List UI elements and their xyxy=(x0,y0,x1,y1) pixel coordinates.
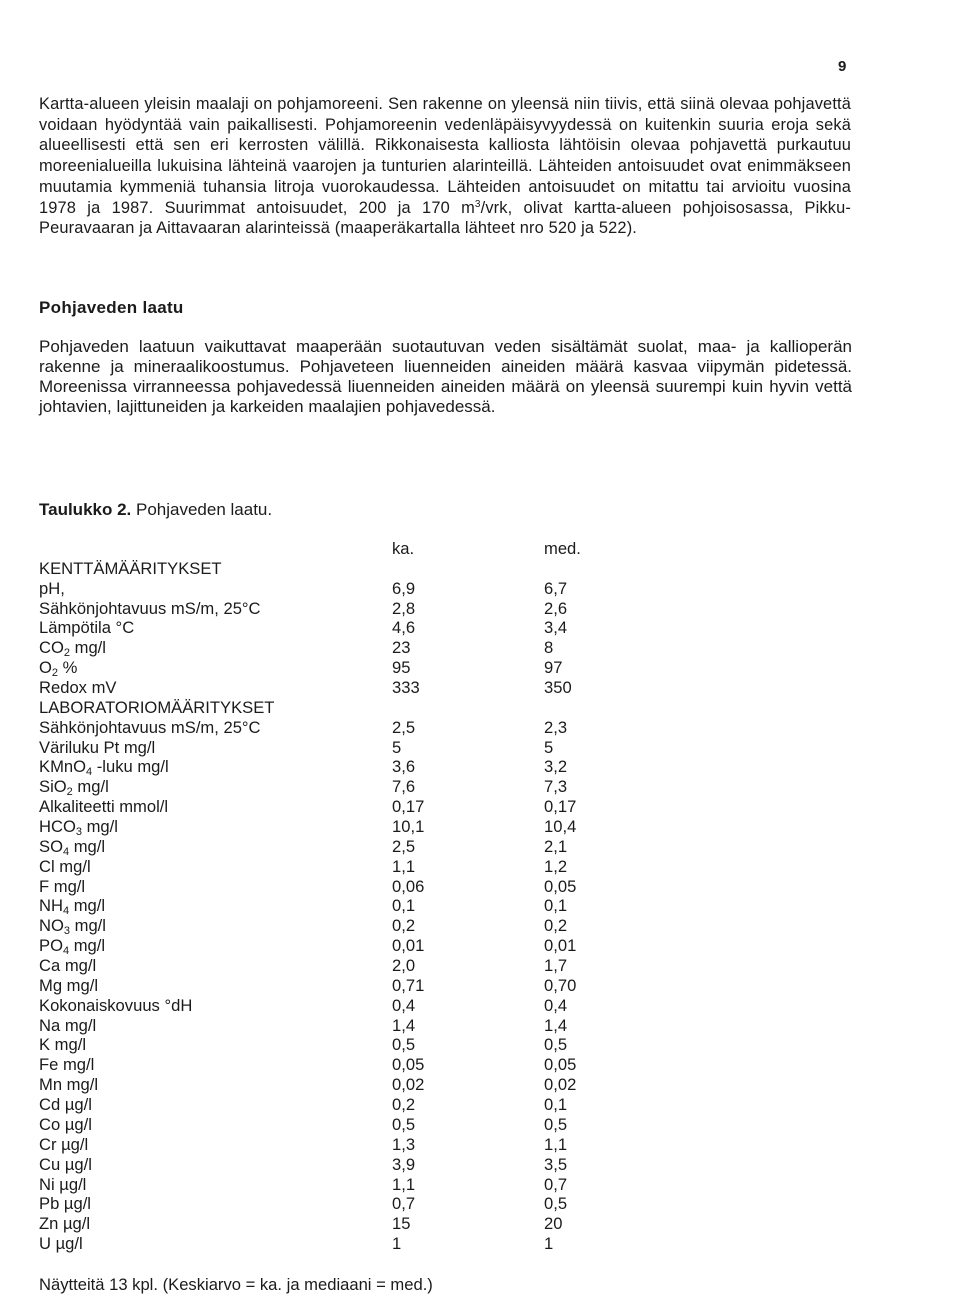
row-label: $PO_4$ mg/l xyxy=(39,936,106,958)
row-label: Fe mg/l xyxy=(39,1055,95,1075)
column-header-median: med. xyxy=(544,539,581,558)
intro-paragraph xyxy=(39,94,851,239)
median-value: 0,2 xyxy=(544,916,568,936)
median-value: 3,5 xyxy=(544,1154,568,1174)
mean-value: 1,3 xyxy=(392,1134,416,1154)
row-label: F mg/l xyxy=(39,876,86,896)
median-value: 5 xyxy=(544,737,554,757)
row-label: $SO_4$ mg/l xyxy=(39,836,106,858)
mean-value: 2,5 xyxy=(392,836,416,856)
median-value: 2,1 xyxy=(544,836,568,856)
mean-value: 3,9 xyxy=(392,1154,416,1174)
row-label: Pb µg/l xyxy=(39,1194,91,1214)
row-label: Mg mg/l xyxy=(39,975,99,995)
median-value: 97 xyxy=(544,658,563,678)
median-value: 1,1 xyxy=(544,1134,568,1154)
median-value: 0,01 xyxy=(544,936,577,956)
table-footnote: Näytteitä 13 kpl. (Keskiarvo = ka. ja mediaani = med.) xyxy=(39,1275,433,1294)
mean-value: 0,5 xyxy=(392,1035,416,1055)
median-value: 8 xyxy=(544,638,554,658)
mean-value: 1,1 xyxy=(392,856,416,876)
table-caption-title: Pohjaveden laatu. xyxy=(131,500,273,519)
row-label: Ca mg/l xyxy=(39,956,97,976)
section-heading: Pohjaveden laatu xyxy=(39,298,184,317)
row-label: Cd µg/l xyxy=(39,1095,92,1115)
median-value: 0,05 xyxy=(544,1055,577,1075)
row-label: Lämpötila °C xyxy=(39,618,135,638)
row-label: Co µg/l xyxy=(39,1114,92,1134)
mean-value: 0,5 xyxy=(392,1114,416,1134)
mean-value: 0,05 xyxy=(392,1055,425,1075)
intro-text-part2: /vrk, olivat kartta-alueen pohjoisosassa, Pikku-Peuravaaran ja Aittavaaran alarinteissä (maaperäkartalla lähteet nro 520 ja 522). xyxy=(39,198,851,238)
page-number: 9 xyxy=(838,58,847,75)
mean-value: 333 xyxy=(392,678,420,698)
table-caption-number: Taulukko 2. xyxy=(39,500,132,519)
mean-value: 1 xyxy=(392,1234,402,1254)
median-value: 0,17 xyxy=(544,797,577,817)
row-label: $HCO_3$ mg/l xyxy=(39,817,118,839)
row-label: Ni µg/l xyxy=(39,1174,87,1194)
row-label: Cl mg/l xyxy=(39,856,91,876)
mean-value: 7,6 xyxy=(392,777,416,797)
row-label: Sähkönjohtavuus mS/m, 25°C xyxy=(39,598,261,618)
row-label: Mn mg/l xyxy=(39,1075,99,1095)
row-label: Väriluku Pt mg/l xyxy=(39,737,156,757)
median-value: 0,1 xyxy=(544,1095,568,1115)
row-label: $NO_3$ mg/l xyxy=(39,916,106,938)
row-label: LABORATORIOMÄÄRITYKSET xyxy=(39,697,275,717)
row-label: Cu µg/l xyxy=(39,1154,92,1174)
median-value: 6,7 xyxy=(544,578,568,598)
median-value: 0,1 xyxy=(544,896,568,916)
median-value: 1,2 xyxy=(544,856,568,876)
column-header-mean: ka. xyxy=(392,539,415,558)
mean-value: 2,0 xyxy=(392,956,416,976)
mean-value: 2,5 xyxy=(392,717,416,737)
median-value: 10,4 xyxy=(544,817,577,837)
median-value: 3,2 xyxy=(544,757,568,777)
mean-value: 0,2 xyxy=(392,1095,416,1115)
cubic-superscript: 3 xyxy=(474,198,481,210)
mean-value: 0,01 xyxy=(392,936,425,956)
mean-value: 15 xyxy=(392,1214,411,1234)
mean-value: 3,6 xyxy=(392,757,416,777)
median-value: 2,3 xyxy=(544,717,568,737)
mean-value: 1,4 xyxy=(392,1015,416,1035)
row-label: Na mg/l xyxy=(39,1015,97,1035)
row-label: Zn µg/l xyxy=(39,1214,91,1234)
mean-value: 6,9 xyxy=(392,578,416,598)
row-label: pH, xyxy=(39,578,65,598)
mean-value: 23 xyxy=(392,638,411,658)
median-value: 2,6 xyxy=(544,598,568,618)
table-caption xyxy=(39,500,272,520)
mean-value: 2,8 xyxy=(392,598,416,618)
mean-value: 1,1 xyxy=(392,1174,416,1194)
mean-value: 0,17 xyxy=(392,797,425,817)
row-label: $O_2$ % xyxy=(39,658,78,680)
mean-value: 0,71 xyxy=(392,975,425,995)
median-value: 7,3 xyxy=(544,777,568,797)
mean-value: 0,7 xyxy=(392,1194,416,1214)
median-value: 1,4 xyxy=(544,1015,568,1035)
mean-value: 0,4 xyxy=(392,995,416,1015)
row-label: $CO_2$ mg/l xyxy=(39,638,106,660)
intro-text-part1: Kartta-alueen yleisin maalaji on pohjamoreeni. Sen rakenne on yleensä niin tiivis, että siinä olevaa pohjavettä voidaan hyödyntää vain paikallisesti. Pohjamoreenin vedenläpäisyvyydessä on kuitenkin suuria eroja sekä alueellisesti että sen eri kerrosten välillä. Rikkonaisesta kalliosta lähtöisin olevaa pohjavettä purkautuu moreenialueilla lukuisina lähteinä vaarojen ja tunturien alarinteillä. Lähteiden antoisuudet ovat enimmäkseen muutamia kymmeniä tuhansia litroja vuorokaudessa. Lähteiden antoisuudet on mitattu tai arvioitu vuosina 1978 ja 1987. Suurimmat antoisuudet, 200 ja 170 m xyxy=(39,95,851,217)
row-label: Cr µg/l xyxy=(39,1134,89,1154)
row-label: U µg/l xyxy=(39,1234,83,1254)
row-label: Kokonaiskovuus °dH xyxy=(39,995,193,1015)
row-label: Sähkönjohtavuus mS/m, 25°C xyxy=(39,717,261,737)
mean-value: 95 xyxy=(392,658,411,678)
row-label: KENTTÄMÄÄRITYKSET xyxy=(39,558,222,578)
row-label: KMnO$_4$ -luku mg/l xyxy=(39,757,169,779)
row-label: SiO$_2$ mg/l xyxy=(39,777,109,799)
median-value: 0,5 xyxy=(544,1035,568,1055)
section-paragraph: Pohjaveden laatuun vaikuttavat maaperään suotautuvan veden sisältämät suolat, maa- ja kallioperän rakenne ja mineraalikoostumus. Pohjaveteen liuenneiden aineiden määrä kasvaa viipymän pidetessä. Moreenissa virranneessa pohjavedessä liuenneiden aineiden määrä on yleensä suurempi kuin hyvin vettä johtavien, lajittuneiden ja karkeiden maalajien pohjavedessä. xyxy=(39,337,852,416)
mean-value: 0,2 xyxy=(392,916,416,936)
median-value: 0,5 xyxy=(544,1194,568,1214)
median-value: 0,7 xyxy=(544,1174,568,1194)
median-value: 0,02 xyxy=(544,1075,577,1095)
median-value: 0,70 xyxy=(544,975,577,995)
median-value: 1 xyxy=(544,1234,554,1254)
row-label: Alkaliteetti mmol/l xyxy=(39,797,169,817)
mean-value: 0,06 xyxy=(392,876,425,896)
mean-value: 0,1 xyxy=(392,896,416,916)
mean-value: 5 xyxy=(392,737,402,757)
row-label: $NH_4$ mg/l xyxy=(39,896,106,918)
median-value: 3,4 xyxy=(544,618,568,638)
row-label: Redox mV xyxy=(39,678,117,698)
median-value: 0,5 xyxy=(544,1114,568,1134)
median-value: 0,4 xyxy=(544,995,568,1015)
mean-value: 10,1 xyxy=(392,817,425,837)
median-value: 1,7 xyxy=(544,956,568,976)
mean-value: 4,6 xyxy=(392,618,416,638)
median-value: 350 xyxy=(544,678,572,698)
median-value: 0,05 xyxy=(544,876,577,896)
mean-value: 0,02 xyxy=(392,1075,425,1095)
row-label: K mg/l xyxy=(39,1035,87,1055)
median-value: 20 xyxy=(544,1214,563,1234)
